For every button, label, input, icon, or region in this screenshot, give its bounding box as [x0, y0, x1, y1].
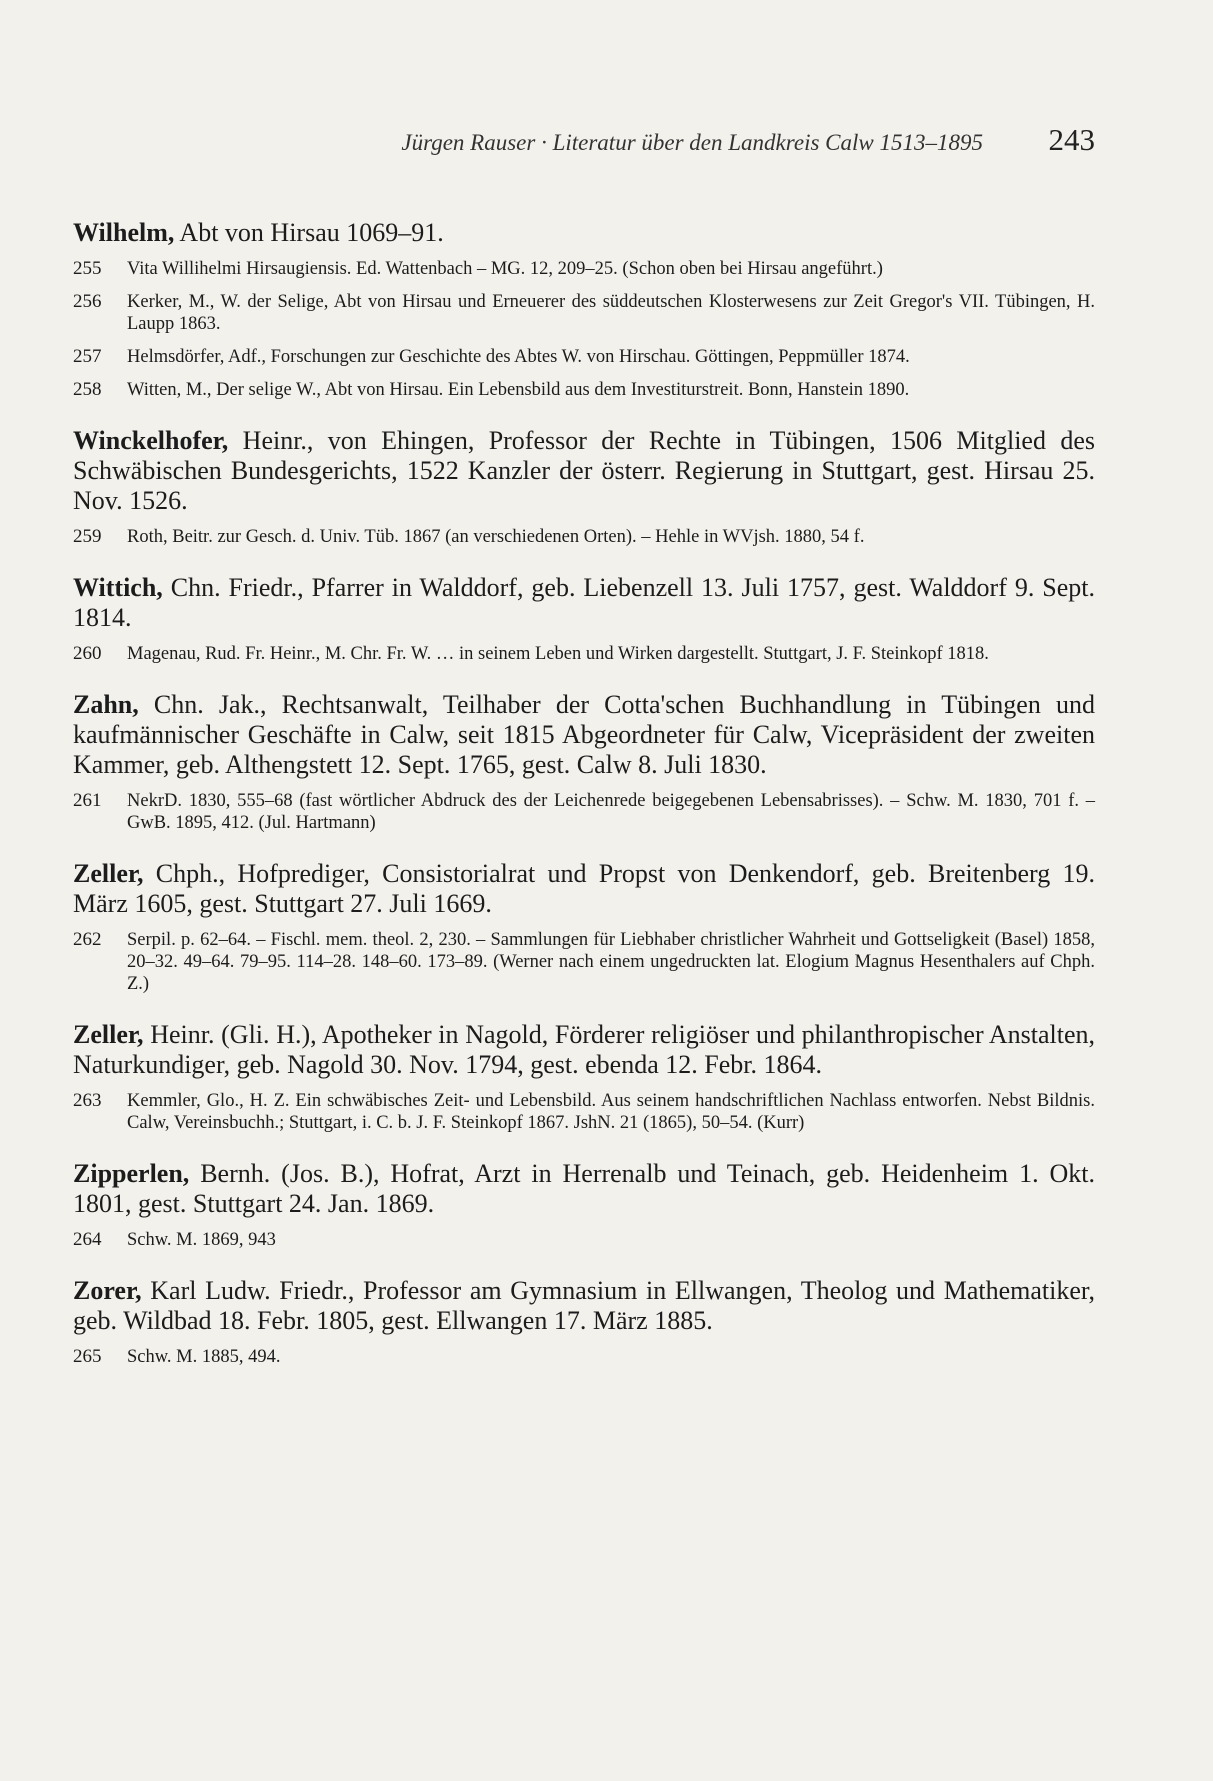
reference-item: [73, 790, 1095, 834]
reference-number: 262: [73, 929, 102, 950]
entry-name: Zipperlen,: [73, 1159, 190, 1188]
biography-entry: [73, 859, 1095, 995]
reference-text: Kerker, M., W. der Selige, Abt von Hirsau und Erneuerer des süddeutschen Klosterwesens zur Zeit Gregor's VII. Tübingen, H. Laupp 1863.: [127, 292, 1095, 334]
reference-text: Vita Willihelmi Hirsaugiensis. Ed. Wattenbach – MG. 12, 209–25. (Schon oben bei Hirsau angeführt.): [127, 259, 883, 279]
reference-item: [73, 291, 1095, 335]
biography-entry: [73, 426, 1095, 548]
entry-heading: [73, 1276, 1095, 1336]
entry-description: Chn. Friedr., Pfarrer in Walddorf, geb. Liebenzell 13. Juli 1757, gest. Walddorf 9. Sept. 1814.: [73, 573, 1095, 632]
page-number: 243: [1048, 122, 1095, 157]
reference-number: 259: [73, 526, 102, 547]
entry-description: Karl Ludw. Friedr., Professor am Gymnasium in Ellwangen, Theolog und Mathematiker, geb. Wildbad 18. Febr. 1805, gest. Ellwangen 17. März 1885.: [73, 1276, 1095, 1335]
entry-description: Heinr., von Ehingen, Professor der Rechte in Tübingen, 1506 Mitglied des Schwäbischen Bundesgerichts, 1522 Kanzler der österr. Regierung in Stuttgart, gest. Hirsau 25. Nov. 1526.: [73, 426, 1095, 515]
reference-item: [73, 346, 1095, 368]
running-header: [73, 118, 1095, 168]
reference-number: 265: [73, 1346, 102, 1367]
reference-text: Schw. M. 1869, 943: [127, 1230, 276, 1250]
entry-description: Chn. Jak., Rechtsanwalt, Teilhaber der Cotta'schen Buchhandlung in Tübingen und kaufmännischer Geschäfte in Calw, seit 1815 Abgeordneter für Calw, Vicepräsident der zweiten Kammer, geb. Althengstett 12. Sept. 1765, gest. Calw 8. Juli 1830.: [73, 690, 1095, 779]
reference-item: [73, 1346, 1095, 1368]
entry-description: Heinr. (Gli. H.), Apotheker in Nagold, Förderer religiöser und philanthropischer Anstalten, Naturkundiger, geb. Nagold 30. Nov. 1794, gest. ebenda 12. Febr. 1864.: [73, 1020, 1095, 1079]
reference-number: 258: [73, 379, 102, 400]
reference-number: 260: [73, 643, 102, 664]
biography-entry: [73, 218, 1095, 401]
reference-number: 264: [73, 1229, 102, 1250]
reference-number: 257: [73, 346, 102, 367]
reference-text: NekrD. 1830, 555–68 (fast wörtlicher Abdruck des der Leichenrede beigegebenen Lebensabrisses). – Schw. M. 1830, 701 f. – GwB. 1895, 412. (Jul. Hartmann): [127, 791, 1095, 833]
reference-item: [73, 526, 1095, 548]
entry-name: Wittich,: [73, 573, 163, 602]
reference-text: Schw. M. 1885, 494.: [127, 1347, 281, 1367]
entry-heading: [73, 218, 1095, 248]
entry-name: Winckelhofer,: [73, 426, 229, 455]
reference-item: [73, 1090, 1095, 1134]
reference-text: Kemmler, Glo., H. Z. Ein schwäbisches Zeit- und Lebensbild. Aus seinem handschriftlichen Nachlass entworfen. Nebst Bildnis. Calw, Vereinsbuchh.; Stuttgart, i. C. b. J. F. Steinkopf 1867. JshN. 21 (1865), 50–54. (Kurr): [127, 1091, 1095, 1133]
entry-name: Zorer,: [73, 1276, 142, 1305]
reference-text: Magenau, Rud. Fr. Heinr., M. Chr. Fr. W. … in seinem Leben und Wirken dargestellt. Stuttgart, J. F. Steinkopf 1818.: [127, 644, 989, 664]
reference-number: 256: [73, 291, 102, 312]
entry-description: Chph., Hofprediger, Consistorialrat und Propst von Denkendorf, geb. Breitenberg 19. März 1605, gest. Stuttgart 27. Juli 1669.: [73, 859, 1095, 918]
entry-name: Zahn,: [73, 690, 139, 719]
entry-name: Wilhelm,: [73, 218, 175, 247]
entry-heading: [73, 426, 1095, 516]
reference-item: [73, 379, 1095, 401]
running-title: Jürgen Rauser · Literatur über den Landkreis Calw 1513–1895: [401, 130, 983, 155]
entry-name: Zeller,: [73, 859, 144, 888]
biography-entry: [73, 1159, 1095, 1251]
reference-text: Serpil. p. 62–64. – Fischl. mem. theol. 2, 230. – Sammlungen für Liebhaber christlicher Wahrheit und Gottseligkeit (Basel) 1858, 20–32. 49–64. 79–95. 114–28. 148–60. 173–89. (Werner nach einem ungedruckten lat. Elogium Magnus Hesenthalers auf Chph. Z.): [127, 930, 1095, 994]
entry-heading: [73, 1020, 1095, 1080]
biography-entry: [73, 573, 1095, 665]
entry-description: Abt von Hirsau 1069–91.: [174, 218, 444, 247]
entry-description: Bernh. (Jos. B.), Hofrat, Arzt in Herrenalb und Teinach, geb. Heidenheim 1. Okt. 1801, gest. Stuttgart 24. Jan. 1869.: [73, 1159, 1095, 1218]
reference-item: [73, 929, 1095, 995]
reference-number: 255: [73, 258, 102, 279]
reference-text: Witten, M., Der selige W., Abt von Hirsau. Ein Lebensbild aus dem Investiturstreit. Bonn, Hanstein 1890.: [127, 380, 910, 400]
entry-heading: [73, 1159, 1095, 1219]
reference-text: Roth, Beitr. zur Gesch. d. Univ. Tüb. 1867 (an verschiedenen Orten). – Hehle in WVjsh. 1880, 54 f.: [127, 527, 865, 547]
entry-heading: [73, 859, 1095, 919]
biography-entry: [73, 1276, 1095, 1368]
entry-name: Zeller,: [73, 1020, 144, 1049]
reference-number: 263: [73, 1090, 102, 1111]
reference-item: [73, 1229, 1095, 1251]
entry-heading: [73, 573, 1095, 633]
reference-text: Helmsdörfer, Adf., Forschungen zur Geschichte des Abtes W. von Hirschau. Göttingen, Peppmüller 1874.: [127, 347, 910, 367]
entries-list: [73, 218, 1095, 1379]
reference-item: [73, 258, 1095, 280]
reference-item: [73, 643, 1095, 665]
reference-number: 261: [73, 790, 102, 811]
biography-entry: [73, 690, 1095, 834]
entry-heading: [73, 690, 1095, 780]
biography-entry: [73, 1020, 1095, 1134]
